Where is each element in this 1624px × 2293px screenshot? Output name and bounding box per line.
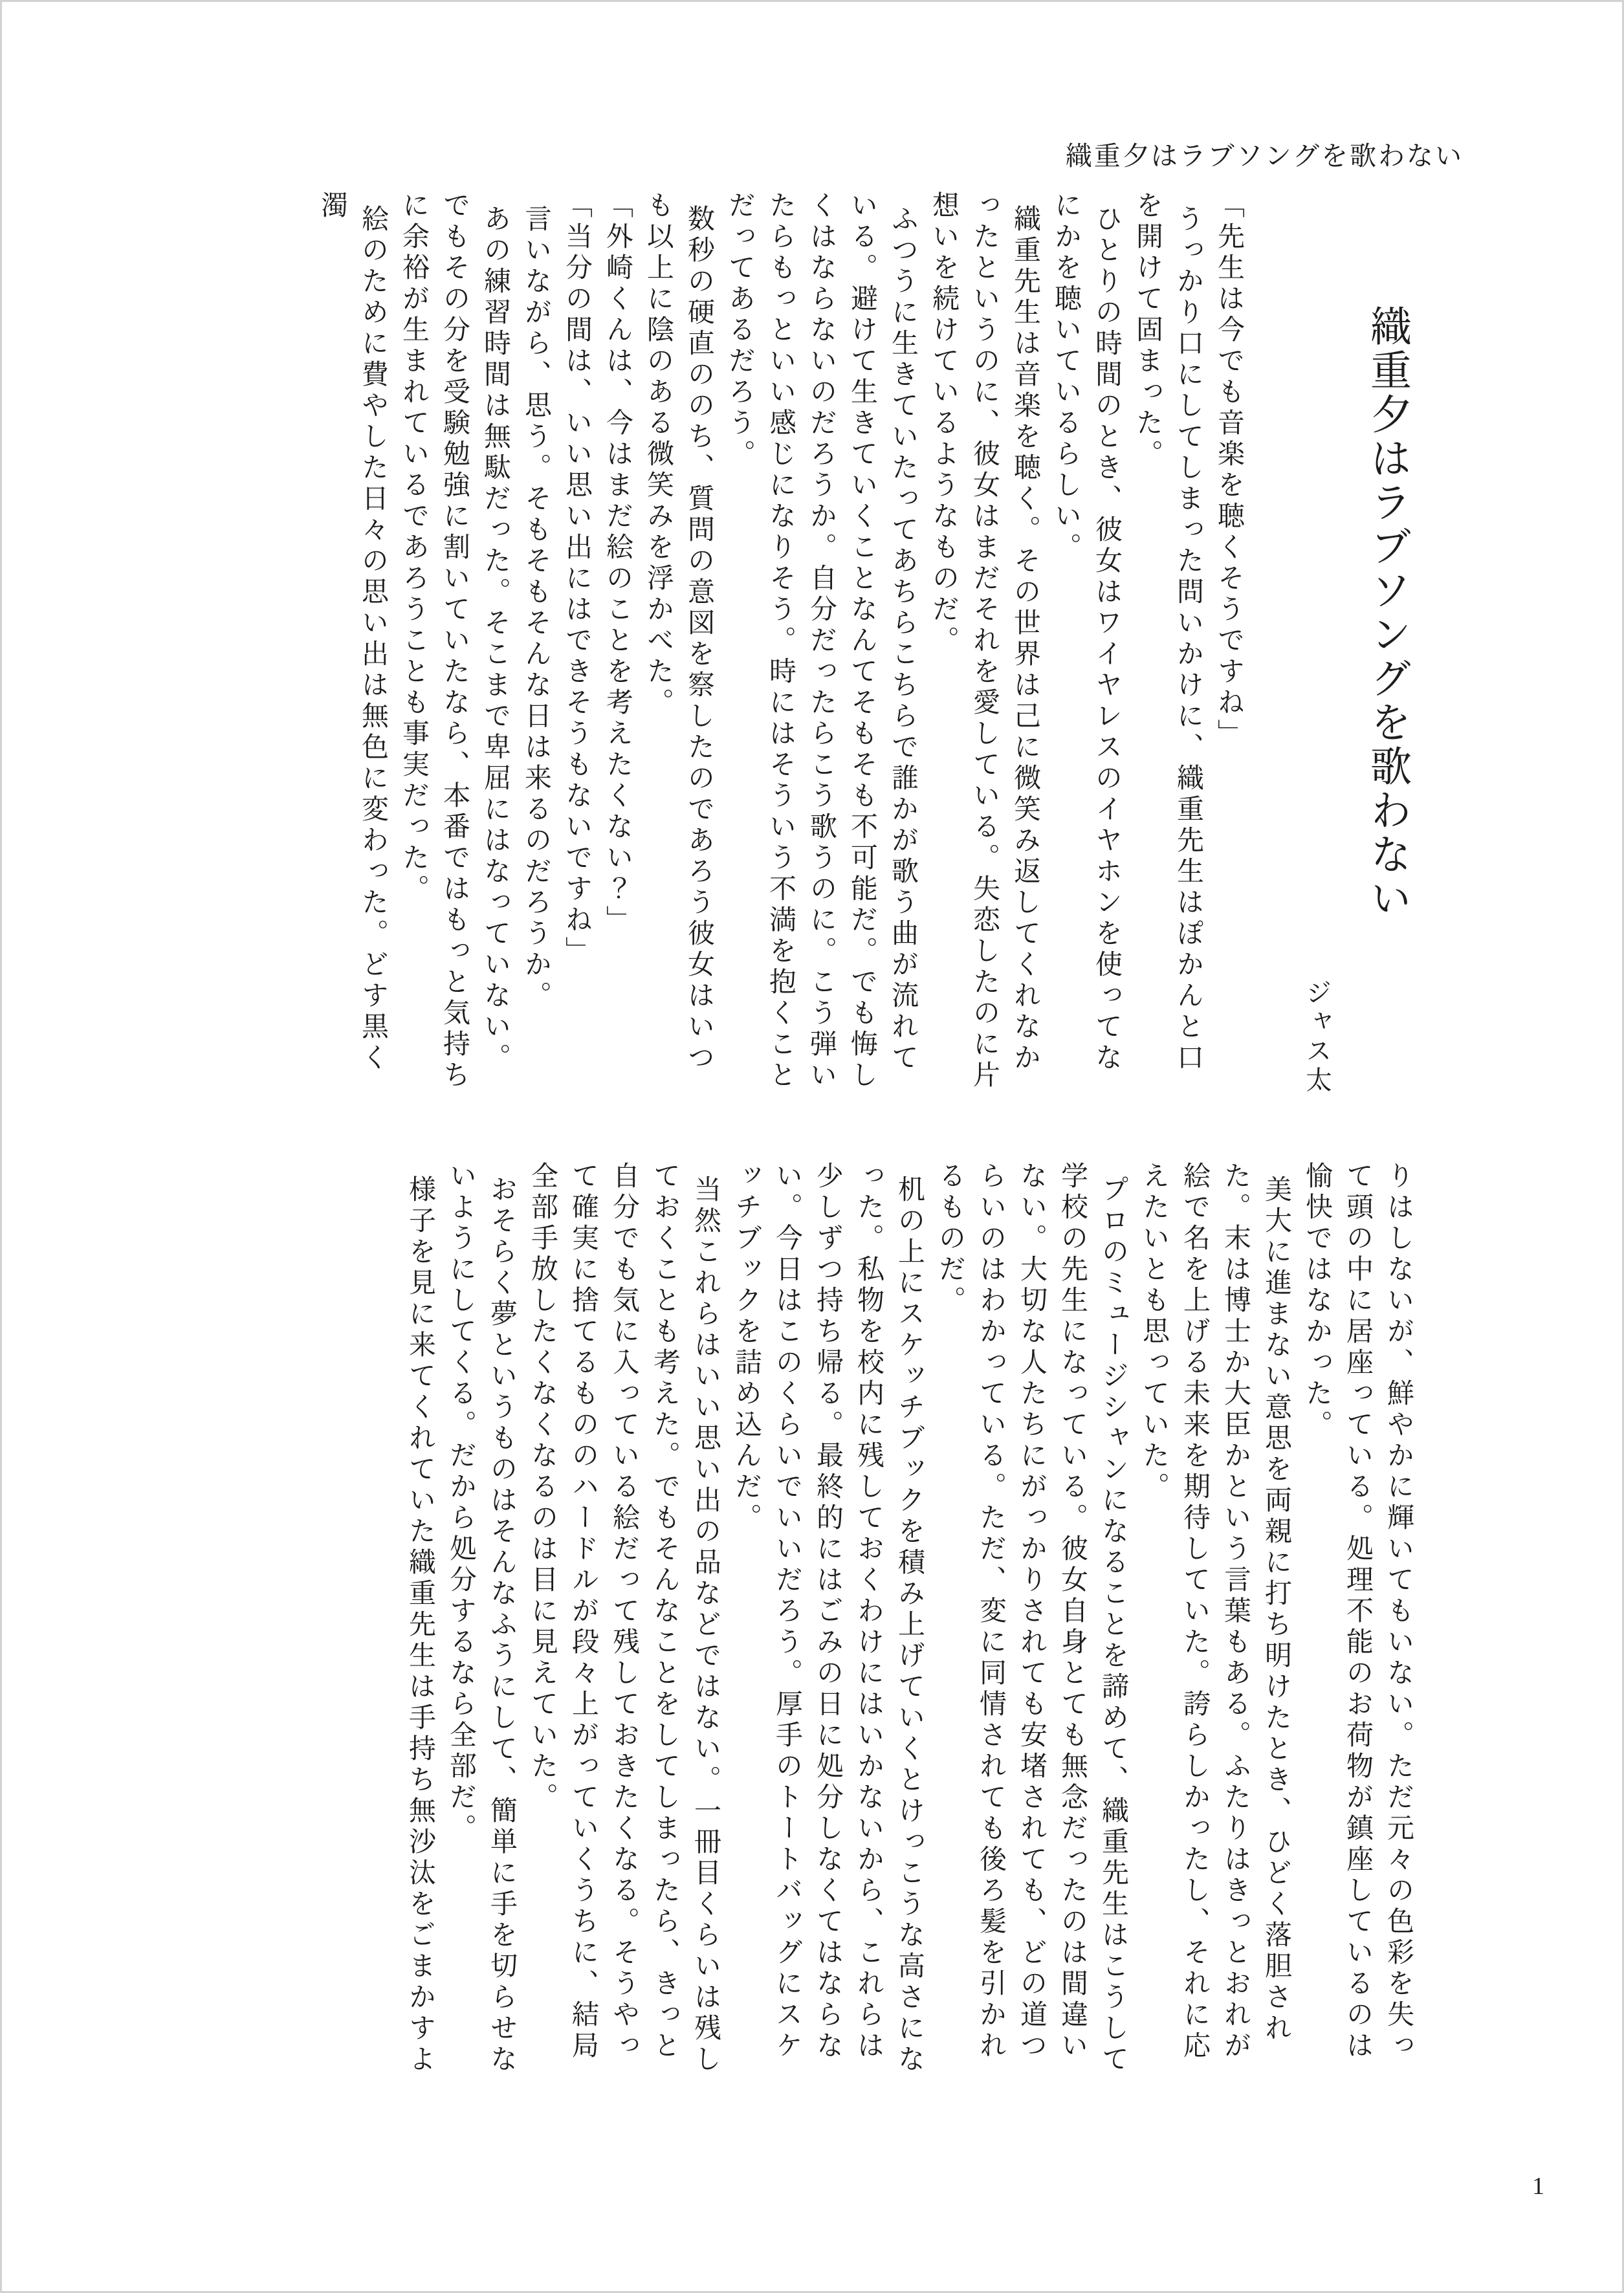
- paragraph: 数秒の硬直ののち、質問の意図を察したのであろう彼女はいつも以上に陰のある微笑みを浮かべた。: [643, 191, 714, 1074]
- paragraph: 「当分の間は、いい思い出にはできそうもないですね」: [562, 191, 591, 967]
- paragraph: おそらく夢というものはそんなふうにして、簡単に手を切らせないようにしてくる。だから処分するなら全部だ。: [446, 1161, 516, 2076]
- paragraph: りはしないが、鮮やかに輝いてもいない。ただ元々の色彩を失って頭の中に居座っている。処理不能のお荷物が鎮座しているのは愉快ではなかった。: [1302, 1161, 1413, 2062]
- paragraph: 「先生は今でも音楽を聴くそうですね」: [1214, 191, 1244, 750]
- paragraph: 様子を見に来てくれていた織重先生は手持ち無沙汰をごまかすよ: [405, 1175, 435, 2076]
- lower-paragraphs: [399, 1161, 1418, 2077]
- paragraph: 絵のために費やした日々の思い出は無色に変わった。どす黒く濁: [317, 191, 388, 1074]
- paragraph: あの練習時間は無駄だった。そこまで卑屈にはなっていない。でもその分を受験勉強に割いていたなら、本番ではもっと気持ちに余裕が生まれているであろうことも事実だった。: [399, 191, 510, 1092]
- paragraph: ふつうに生きていたってあちらこちらで誰かが歌う曲が流れている。避けて生きていくことなんてそもそも不可能だ。でも悔しくはならないのだろうか。自分だったらこう歌うのに。こう弾いたらもっといい感じになりそう。時にはそういう不満を抱くことだってあるだろう。: [725, 191, 917, 1092]
- paragraph: 当然これらはいい思い出の品などではない。一冊目くらいは残しておくことも考えた。でもそんなことをしてしまったら、きっと自分でも気に入っている絵だって残しておきたくなる。そうやって確実に捨てるもののハードルが段々上がっていくうちに、結局全部手放したくなくなるのは目に見えていた。: [527, 1161, 720, 2076]
- story-author: ジャス太: [1302, 979, 1332, 1095]
- upper-paragraphs: [311, 191, 1249, 1095]
- running-header-title: 織重夕はラブソングを歌わない: [1065, 141, 1464, 171]
- paragraph: プロのミュージシャンになることを諦めて、織重先生はこうして学校の先生になっている。彼女自身とても無念だったのは間違いない。大切な人たちにがっかりされても安堵されても、どの道つらいのはわかっている。ただ、変に同情されても後ろ髪を引かれるものだ。: [935, 1161, 1128, 2076]
- lower-text-tier: [247, 1161, 1418, 2077]
- paragraph: 織重先生は音楽を聴く。その世界は己に微笑み返してくれなかったというのに、彼女はまだそれを愛している。失恋したのに片想いを続けているようなものだ。: [928, 191, 1040, 1092]
- paragraph: うっかり口にしてしまった問いかけに、織重先生はぽかんと口を開けて固まった。: [1132, 191, 1203, 1074]
- paragraph: 「外崎くんは、今はまだ絵のことを考えたくない？」: [602, 191, 632, 936]
- upper-text-tier: [208, 191, 1431, 1095]
- paragraph: 言いながら、思う。そもそもそんな日は来るのだろうか。: [521, 204, 551, 1012]
- story-title: 織重夕はラブソングを歌わない: [1365, 305, 1410, 921]
- paragraph: 美大に進まない意思を両親に打ち明けたとき、ひどく落胆された。末は博士か大臣かという言葉もある。ふたりはきっとおれが絵で名を上げる未来を期待していた。誇らしかったし、それに応えたいとも思っていた。: [1139, 1161, 1291, 2062]
- page-number: 1: [1532, 2173, 1544, 2200]
- paragraph: 机の上にスケッチブックを積み上げていくとけっこうな高さになった。私物を校内に残しておくわけにはいかないから、これらは少しずつ持ち帰る。最終的にはごみの日に処分しなくてはならない。今日はこのくらいでいいだろう。厚手のトートバッグにスケッチブックを詰め込んだ。: [731, 1161, 924, 2076]
- paragraph: ひとりの時間のとき、彼女はワイヤレスのイヤホンを使ってなにかを聴いているらしい。: [1051, 191, 1121, 1074]
